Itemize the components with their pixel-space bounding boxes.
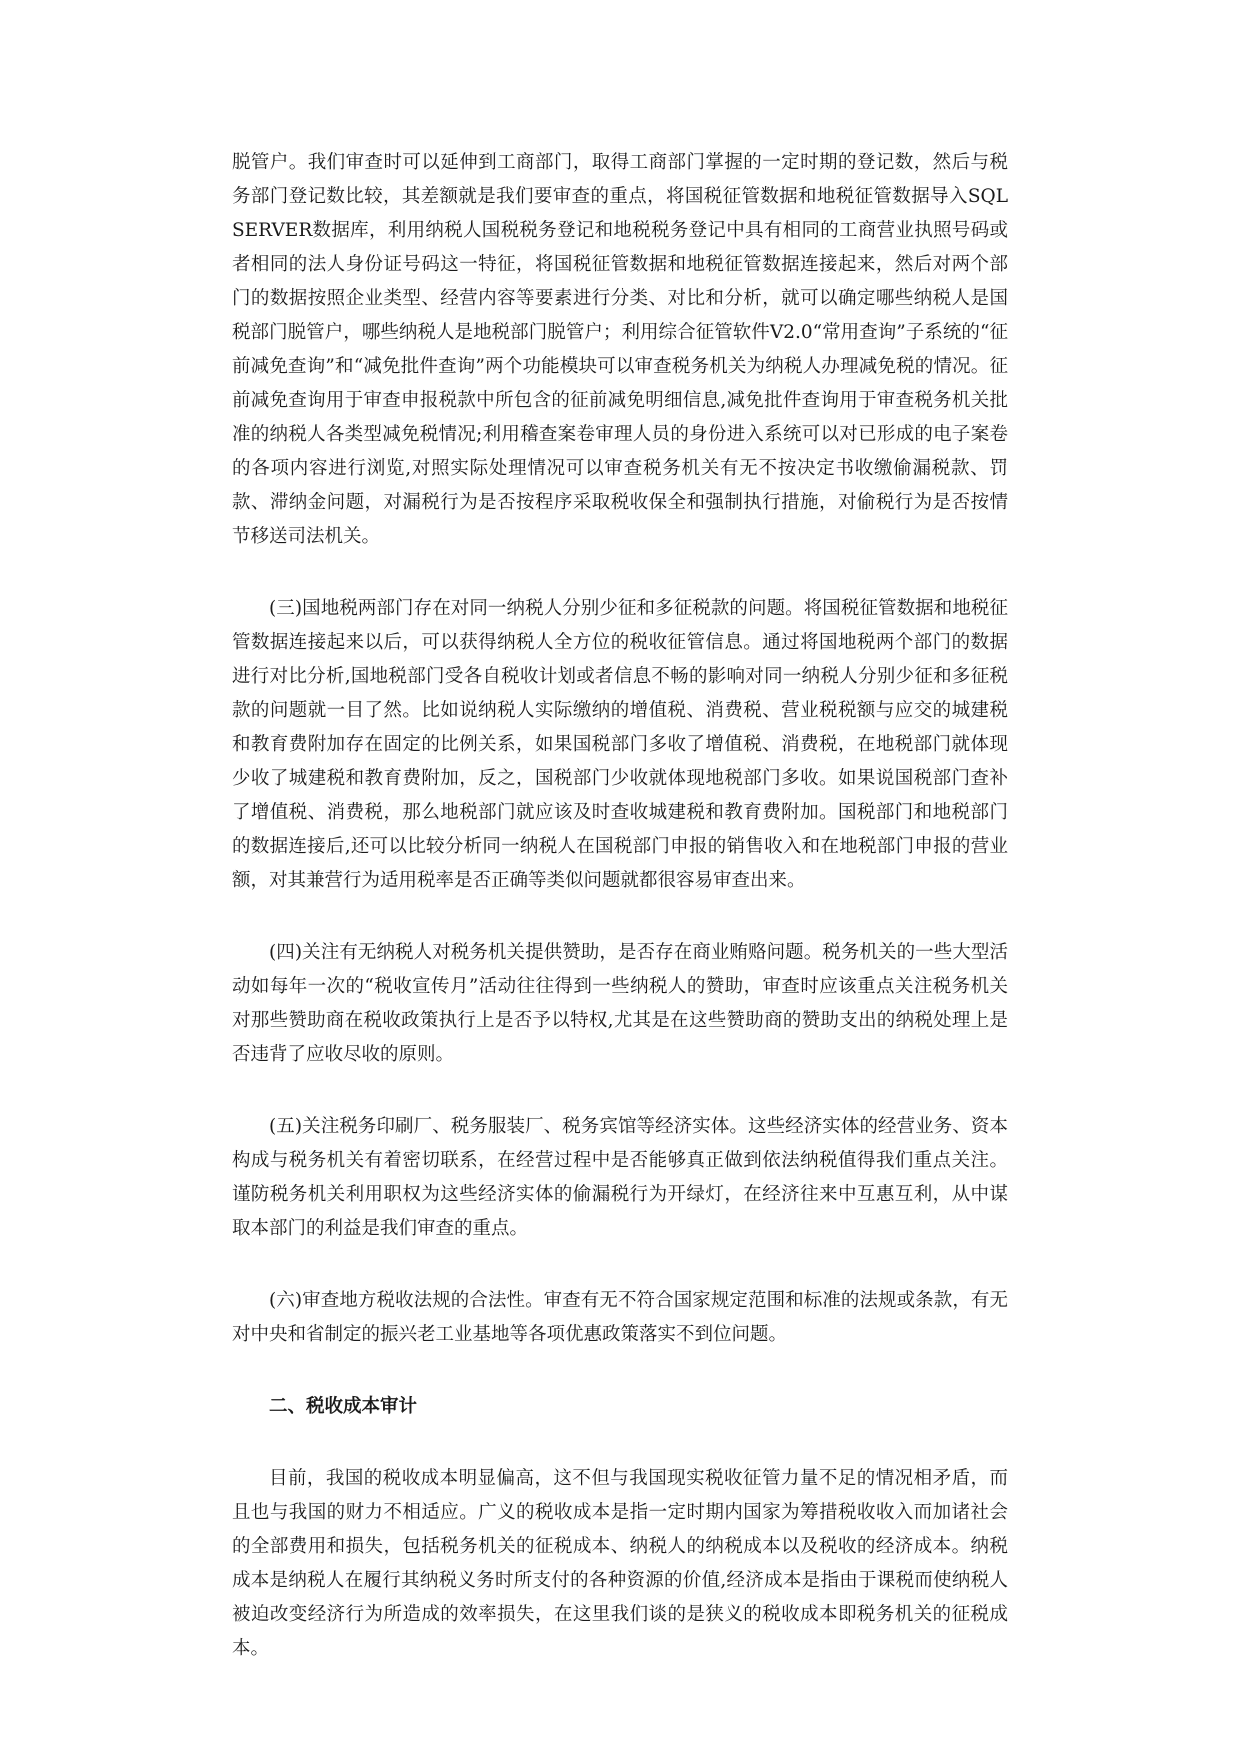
paragraph-gap xyxy=(232,1246,1008,1284)
document-body xyxy=(232,146,1008,1666)
paragraph-gap xyxy=(232,1352,1008,1390)
paragraph-tax-cost: 目前，我国的税收成本明显偏高，这不但与我国现实税收征管力量不足的情况相矛盾，而且也与我国的财力不相适应。广义的税收成本是指一定时期内国家为筹措税收收入而加诸社会的全部费用和损失，包括税务机关的征税成本、纳税人的纳税成本以及税收的经济成本。纳税成本是纳税人在履行其纳税义务时所支付的各种资源的价值,经济成本是指由于课税而使纳税人被迫改变经济行为所造成的效率损失，在这里我们谈的是狭义的税收成本即税务机关的征税成本。 xyxy=(232,1468,1008,1659)
paragraph-item-6: (六)审查地方税收法规的合法性。审查有无不符合国家规定范围和标准的法规或条款，有无对中央和省制定的振兴老工业基地等各项优惠政策落实不到位问题。 xyxy=(232,1290,1008,1345)
paragraph-gap xyxy=(232,1072,1008,1110)
paragraph-gap xyxy=(232,554,1008,592)
paragraph-gap xyxy=(232,1424,1008,1462)
paragraph-item-5: (五)关注税务印刷厂、税务服装厂、税务宾馆等经济实体。这些经济实体的经营业务、资本构成与税务机关有着密切联系，在经营过程中是否能够真正做到依法纳税值得我们重点关注。谨防税务机关利用职权为这些经济实体的偷漏税行为开绿灯，在经济往来中互惠互利，从中谋取本部门的利益是我们审查的重点。 xyxy=(232,1116,1008,1239)
paragraph-gap xyxy=(232,898,1008,936)
paragraph-item-4: (四)关注有无纳税人对税务机关提供赞助，是否存在商业贿赂问题。税务机关的一些大型活动如每年一次的“税收宣传月”活动往往得到一些纳税人的赞助，审查时应该重点关注税务机关对那些赞助商在税收政策执行上是否予以特权,尤其是在这些赞助商的赞助支出的纳税处理上是否违背了应收尽收的原则。 xyxy=(232,942,1008,1065)
paragraph-item-3: (三)国地税两部门存在对同一纳税人分别少征和多征税款的问题。将国税征管数据和地税征管数据连接起来以后，可以获得纳税人全方位的税收征管信息。通过将国地税两个部门的数据进行对比分析,国地税部门受各自税收计划或者信息不畅的影响对同一纳税人分别少征和多征税款的问题就一目了然。比如说纳税人实际缴纳的增值税、消费税、营业税税额与应交的城建税和教育费附加存在固定的比例关系，如果国税部门多收了增值税、消费税，在地税部门就体现少收了城建税和教育费附加，反之，国税部门少收就体现地税部门多收。如果说国税部门查补了增值税、消费税，那么地税部门就应该及时查收城建税和教育费附加。国税部门和地税部门的数据连接后,还可以比较分析同一纳税人在国税部门申报的销售收入和在地税部门申报的营业额，对其兼营行为适用税率是否正确等类似问题就都很容易审查出来。 xyxy=(232,598,1008,891)
section-heading: 二、税收成本审计 xyxy=(269,1396,418,1417)
paragraph-continued: 脱管户。我们审查时可以延伸到工商部门，取得工商部门掌握的一定时期的登记数，然后与税务部门登记数比较，其差额就是我们要审查的重点，将国税征管数据和地税征管数据导入SQL SERVER数据库，利用纳税人国税税务登记和地税税务登记中具有相同的工商营业执照号码或者相同的法人身份证号码这一特征，将国税征管数据和地税征管数据连接起来，然后对两个部门的数据按照企业类型、经营内容等要素进行分类、对比和分析，就可以确定哪些纳税人是国税部门脱管户，哪些纳税人是地税部门脱管户；利用综合征管软件V2.0“常用查询”子系统的“征前减免查询”和“减免批件查询”两个功能模块可以审查税务机关为纳税人办理减免税的情况。征前减免查询用于审查申报税款中所包含的征前减免明细信息,减免批件查询用于审查税务机关批准的纳税人各类型减免税情况;利用稽查案卷审理人员的身份进入系统可以对已形成的电子案卷的各项内容进行浏览,对照实际处理情况可以审查税务机关有无不按决定书收缴偷漏税款、罚款、滞纳金问题，对漏税行为是否按程序采取税收保全和强制执行措施，对偷税行为是否按情节移送司法机关。 xyxy=(232,152,1008,547)
